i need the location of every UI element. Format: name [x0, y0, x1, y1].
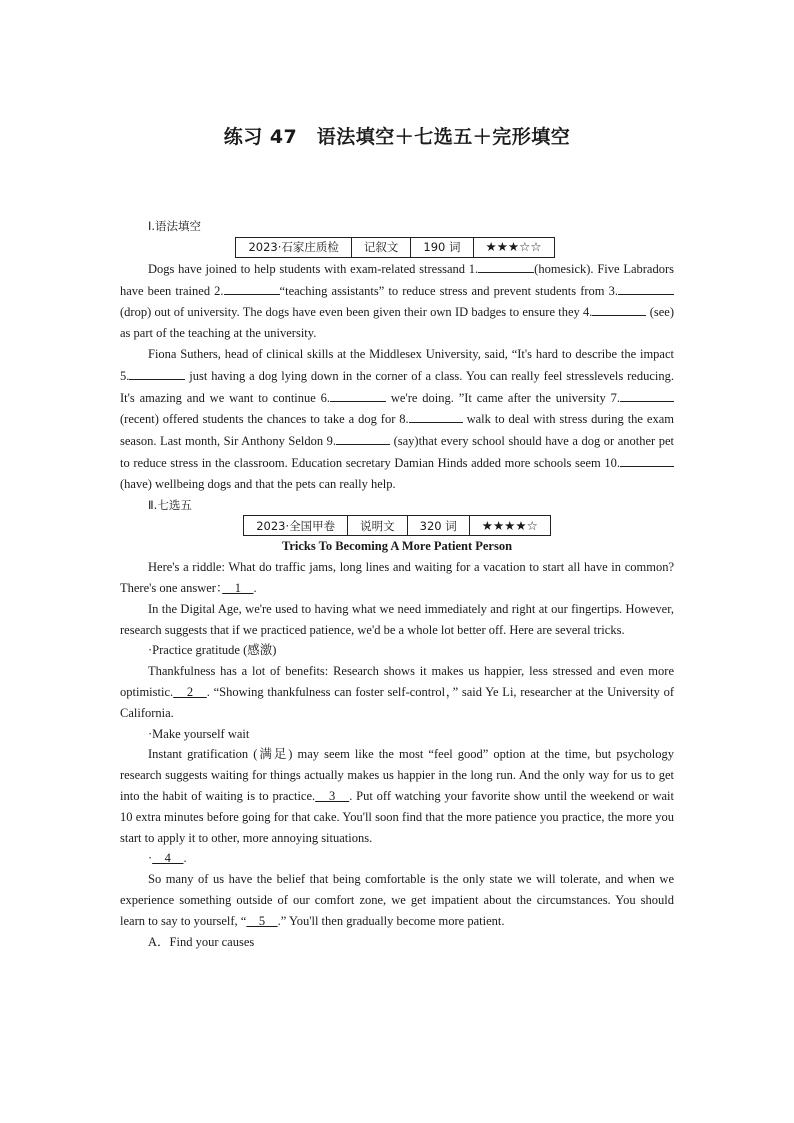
section1-paragraph-2: Fiona Suthers, head of clinical skills at the Middlesex University, said, “It's hard to describe the impact 5. just having a dog lying down in the corner of a class. You can really feel stresslevels reducing. It's amazing and we want to continue 6. we're doing. ”It came after the university 7. (recent) offered students the chances to take a dog for 8. walk to deal with stress during the exam season. Last month, Sir Anthony Seldon 9. (say)that every school should have a dog or another pet to reduce stress in the classroom. Education secretary Damian Hinds added more schools seem 10. (have) wellbeing dogs and that the pets can really help. [120, 346, 674, 491]
section2-paragraph-4: Instant gratification (满足) may seem like the most “feel good” option at the time, but psychology research suggests waiting for things actually makes us happier in the long run. And the only way for us to get into the habit of waiting is to practice. 3 . Put off watching your favorite show until the weekend or wait 10 extra minutes before going for that cake. You'll soon find that the more patience you practice, the more you start to apply it to other, more annoying situations. [120, 747, 674, 845]
blank-9[interactable] [336, 430, 390, 445]
blank-2[interactable] [224, 280, 280, 295]
section2-paragraph-1: Here's a riddle: What do traffic jams, long lines and waiting for a vacation to start all have in common? There's one answer： 1 . [120, 560, 674, 595]
page-title: 练习 47 语法填空＋七选五＋完形填空 [223, 126, 571, 148]
section1-paragraph-1: Dogs have joined to help students with exam-related stressand 1. (homesick). Five Labradors have been trained 2. “teaching assistants” to reduce stress and prevent students from 3.(drop) out of university. The dogs have even been given their own ID badges to ensure they 4. (see) as part of the teaching at the university. [120, 258, 674, 344]
section2-paragraph-3: Thankfulness has a lot of benefits: Research shows it makes us happier, less stressed and even more optimistic. 2 . “Showing thankfulness can foster self-control，” said Ye Li, researcher at the University of California. [120, 664, 674, 720]
numbered-blank-1[interactable]: 1 [222, 580, 254, 595]
numbered-blank-2[interactable]: 2 [173, 684, 207, 699]
blank-8[interactable] [409, 408, 463, 423]
info-difficulty: ★★★★☆ [469, 516, 550, 536]
blank-4[interactable] [592, 301, 646, 316]
section2-info-wrap [120, 515, 674, 536]
section2-paragraph-2: In the Digital Age, we're used to having what we need immediately and right at our fingertips. However, research suggests that if we practiced patience, we'd be a whole lot better off. Here are several tricks. [120, 601, 674, 637]
info-difficulty: ★★★☆☆ [473, 237, 554, 257]
passage-title: Tricks To Becoming A More Patient Person [281, 539, 513, 554]
subheading-gratitude: ·Practice gratitude (感激) [148, 643, 277, 658]
section2-heading: Ⅱ.七选五 [148, 497, 192, 512]
section2-info-table [243, 515, 551, 536]
section2-paragraph-5: So many of us have the belief that being comfortable is the only state we will tolerate, and when we experience something outside of our comfort zone, we get impatient about the circumstances. You should learn to say to yourself, “ 5 .” You'll then gradually become more patient. [120, 872, 674, 928]
blank-3[interactable] [618, 280, 674, 295]
blank-1[interactable] [478, 258, 534, 273]
info-wordcount: 320 词 [407, 516, 469, 536]
section1-info-wrap [116, 237, 674, 258]
worksheet-content [120, 216, 674, 952]
blank-5[interactable] [129, 365, 185, 380]
numbered-blank-5[interactable]: 5 [246, 913, 278, 928]
numbered-blank-3[interactable]: 3 [315, 788, 350, 803]
subheading-wait: ·Make yourself wait [148, 726, 250, 741]
info-wordcount: 190 词 [411, 237, 473, 257]
numbered-blank-4[interactable]: 4 [152, 851, 184, 866]
section1-heading: Ⅰ.语法填空 [148, 219, 202, 233]
blank-6[interactable] [330, 387, 386, 402]
info-source: 2023·全国甲卷 [244, 516, 348, 536]
info-genre: 说明文 [348, 516, 408, 536]
blank-10[interactable] [620, 452, 674, 467]
info-genre: 记叙文 [351, 237, 411, 257]
blank-7[interactable] [620, 387, 674, 402]
info-source: 2023·石家庄质检 [236, 237, 351, 257]
subheading-blank-4: · 4 . [148, 851, 187, 866]
option-a: A．Find your causes [148, 934, 255, 949]
section1-info-table [235, 237, 554, 258]
